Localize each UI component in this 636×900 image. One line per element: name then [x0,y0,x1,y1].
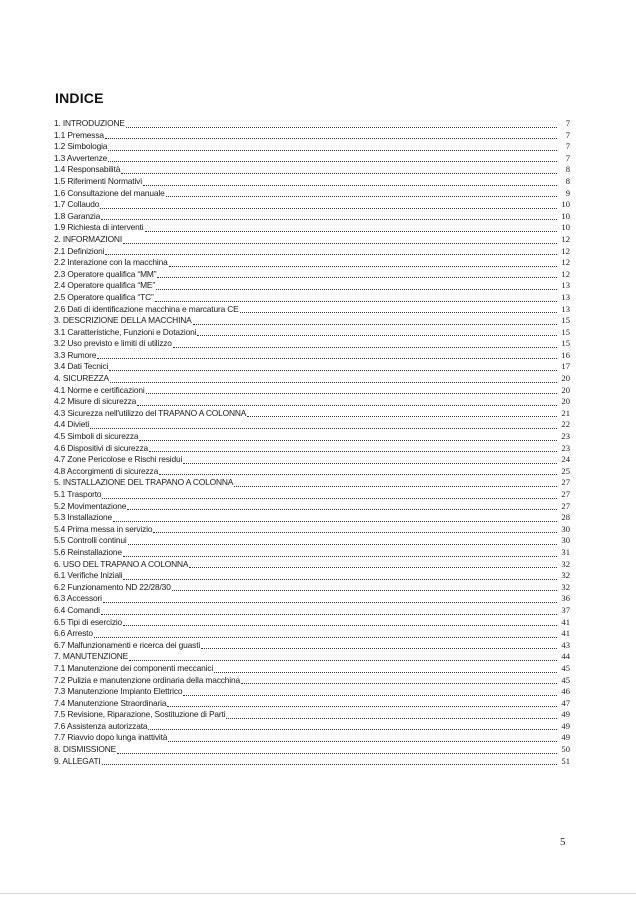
toc-entry [54,130,570,142]
toc-entry-label: 5.4 Prima messa in servizio [54,523,153,534]
toc-entry-page: 8 [565,175,570,186]
toc-dot-leader [123,555,557,557]
toc-entry [54,732,570,744]
toc-entry-label: 2.6 Dati di identificazione macchina e marcatura CE [54,303,239,314]
toc-dot-leader [146,392,557,394]
toc-entry-page: 15 [561,315,570,326]
toc-dot-leader [108,149,557,151]
toc-dot-leader [121,172,557,174]
toc-dot-leader [117,752,557,754]
toc-dot-leader [109,369,557,371]
toc-entry-label: 2. INFORMAZIONI [54,233,123,244]
toc-entry-label: 7.1 Manutenzione dei componenti meccanici [54,662,214,673]
toc-entry-label: 7.5 Revisione, Riparazione, Sostituzione di Parti [54,709,226,720]
toc-entry-label: 4.6 Dispositivi di sicurezza [54,442,149,453]
toc-entry-label: 5.1 Trasporto [54,489,102,499]
toc-entry-page: 43 [561,639,570,650]
toc-entry-label: 3.2 Uso previsto e limiti di utilizzo [54,338,172,349]
toc-entry [54,559,570,571]
toc-entry [54,443,570,455]
toc-entry [54,280,570,292]
toc-dot-leader [153,531,557,533]
toc-entry-label: 7.6 Assistenza autorizzata [54,720,148,731]
toc-dot-leader [193,323,557,325]
toc-entry [54,153,570,165]
toc-entry [54,385,570,397]
toc-entry-page: 15 [561,338,570,349]
toc-entry-label: 3.3 Rumore [54,349,97,360]
toc-dot-leader [157,276,557,278]
toc-entry [54,408,570,420]
toc-entry [54,617,570,629]
toc-dot-leader [145,230,557,232]
toc-entry [54,141,570,153]
toc-entry-label: 6.6 Arresto [54,628,93,639]
toc-entry-page: 21 [561,407,570,418]
toc-dot-leader [90,427,557,429]
page-number: 5 [560,836,566,848]
toc-entry-page: 27 [561,489,570,499]
toc-entry-page: 12 [561,268,570,279]
toc-entry-page: 10 [561,222,570,233]
toc-dot-leader [108,160,557,162]
toc-entry-label: 2.2 Interazione con la macchina [54,257,168,268]
toc-entry [54,570,570,582]
toc-entry-page: 20 [561,384,570,395]
toc-dot-leader [169,265,557,267]
toc-dot-leader [183,462,557,464]
toc-entry-page: 41 [561,628,570,639]
toc-entry-page: 51 [561,755,570,766]
toc-dot-leader [94,636,557,638]
toc-dot-leader [172,589,557,591]
toc-entry-page: 44 [561,651,570,662]
toc-entry-label: 1. INTRODUZIONE [54,118,125,128]
toc-entry-label: 1.2 Simbologia [54,141,108,152]
page-edge-divider [0,893,636,894]
toc-dot-leader [137,404,557,406]
toc-entry-page: 16 [561,349,570,360]
toc-dot-leader [105,137,557,139]
page-title: INDICE [55,90,104,106]
toc-dot-leader [168,740,557,742]
toc-entry-label: 7.7 Riavvio dopo lunga inattività [54,732,168,743]
toc-entry-label: 7. MANUTENZIONE [54,651,129,662]
toc-entry-page: 22 [561,419,570,430]
toc-entry-page: 13 [561,303,570,314]
toc-entry-label: 7.4 Manutenzione Straordinaria [54,697,167,708]
toc-entry-page: 13 [561,280,570,291]
toc-dot-leader [247,415,557,417]
table-of-contents [54,118,570,767]
toc-dot-leader [123,624,557,626]
toc-dot-leader [189,566,557,568]
toc-entry-label: 5.6 Reinstallazione [54,546,122,557]
toc-dot-leader [139,439,557,441]
toc-entry-label: 4. SICUREZZA [54,373,109,384]
toc-entry [54,419,570,431]
toc-dot-leader [105,253,557,255]
toc-entry [54,454,570,466]
toc-entry-page: 23 [561,431,570,442]
toc-entry-page: 15 [561,326,570,337]
toc-entry [54,188,570,200]
toc-entry-label: 4.7 Zone Pericolose e Rischi residui [54,454,183,465]
toc-dot-leader [127,508,557,510]
toc-entry-page: 27 [561,500,570,511]
toc-entry-label: 2.3 Operatore qualifica “MM” [54,268,157,279]
toc-entry-page: 37 [561,604,570,615]
toc-entry-label: 1.9 Richiesta di interventi [54,222,144,233]
toc-entry [54,477,570,489]
toc-entry-page: 49 [561,732,570,743]
toc-entry-label: 5. INSTALLAZIONE DEL TRAPANO A COLONNA [54,477,234,488]
toc-dot-leader [100,207,557,209]
toc-entry-label: 2.5 Operatore qualifica “TC” [54,291,154,302]
toc-entry [54,164,570,176]
toc-entry [54,211,570,223]
toc-entry-page: 7 [565,141,570,152]
toc-dot-leader [102,763,557,765]
toc-dot-leader [123,242,557,244]
toc-dot-leader [167,705,557,707]
toc-entry-label: 6.7 Malfunzionamenti e ricerca dei guasti [54,639,201,650]
toc-entry-label: 2.4 Operatore qualifica “ME” [54,280,155,291]
toc-entry-page: 9 [565,187,570,198]
toc-entry-label: 5.2 Movimentazione [54,500,127,511]
toc-entry-label: 6.2 Funzionamento ND 22/28/30 [54,581,171,592]
toc-entry-page: 30 [561,535,570,546]
toc-dot-leader [156,288,557,290]
toc-entry-label: 6.5 Tipi di esercizio [54,616,123,627]
toc-entry [54,663,570,675]
toc-dot-leader [129,659,557,661]
toc-entry-page: 46 [561,686,570,697]
toc-entry-page: 10 [561,210,570,221]
toc-entry-page: 12 [561,257,570,268]
toc-entry-page: 12 [561,245,570,256]
toc-entry [54,118,570,130]
toc-entry-page: 45 [561,662,570,673]
toc-entry-page: 41 [561,616,570,627]
toc-dot-leader [155,300,557,302]
toc-entry-label: 6. USO DEL TRAPANO A COLONNA [54,558,189,569]
toc-dot-leader [102,497,557,499]
toc-entry [54,176,570,188]
toc-entry-page: 12 [561,233,570,244]
toc-entry [54,257,570,269]
toc-entry-label: 1.7 Collaudo [54,199,100,210]
toc-entry-page: 17 [561,361,570,372]
toc-entry-page: 31 [561,546,570,557]
toc-entry [54,361,570,373]
toc-entry-page: 10 [561,199,570,210]
toc-entry [54,304,570,316]
toc-entry [54,709,570,721]
toc-entry-label: 1.1 Premessa [54,129,104,140]
toc-entry [54,396,570,408]
toc-entry [54,431,570,443]
toc-entry-page: 20 [561,373,570,384]
toc-entry-page: 50 [561,744,570,755]
toc-entry [54,686,570,698]
toc-entry-label: 1.6 Consultazione del manuale [54,187,165,198]
toc-entry [54,698,570,710]
toc-entry-label: 6.4 Comandi [54,604,100,615]
toc-entry-page: 23 [561,442,570,453]
toc-entry [54,628,570,640]
toc-dot-leader [101,218,557,220]
toc-entry-label: 4.1 Norme e certificazioni [54,384,145,395]
toc-entry [54,350,570,362]
toc-entry-page: 49 [561,720,570,731]
toc-dot-leader [148,728,557,730]
toc-entry [54,744,570,756]
toc-dot-leader [110,381,557,383]
toc-entry-page: 7 [565,152,570,163]
toc-entry-label: 4.2 Misure di sicurezza [54,396,137,407]
toc-entry [54,501,570,513]
toc-entry-label: 4.5 Simboli di sicurezza [54,431,139,442]
toc-entry [54,269,570,281]
toc-entry-label: 3. DESCRIZIONE DELLA MACCHINA [54,315,192,326]
toc-entry [54,547,570,559]
toc-entry [54,199,570,211]
toc-entry-label: 3.1 Caratteristiche, Funzioni e Dotazioni [54,326,197,337]
toc-entry [54,535,570,547]
toc-entry-page: 27 [561,477,570,488]
toc-entry-page: 32 [561,581,570,592]
toc-entry [54,292,570,304]
toc-entry [54,512,570,524]
toc-dot-leader [149,450,557,452]
toc-dot-leader [126,126,557,128]
toc-dot-leader [113,520,557,522]
toc-entry [54,524,570,536]
toc-dot-leader [97,357,557,359]
toc-entry-page: 7 [565,129,570,140]
toc-dot-leader [183,694,557,696]
toc-entry-label: 7.3 Manutenzione Impianto Elettrico [54,686,183,697]
toc-dot-leader [143,184,557,186]
toc-entry-page: 47 [561,697,570,708]
toc-dot-leader [240,311,557,313]
toc-entry-page: 32 [561,570,570,581]
toc-entry-page: 32 [561,558,570,569]
toc-entry [54,582,570,594]
toc-entry [54,489,570,501]
toc-entry [54,373,570,385]
toc-dot-leader [173,346,557,348]
toc-dot-leader [103,601,557,603]
toc-entry [54,315,570,327]
toc-dot-leader [128,543,557,545]
toc-entry-page: 8 [565,164,570,175]
toc-entry-label: 5.5 Controlli continui [54,535,127,546]
toc-entry [54,605,570,617]
toc-entry-page: 36 [561,593,570,604]
toc-entry [54,675,570,687]
toc-entry [54,466,570,478]
toc-dot-leader [226,717,557,719]
toc-entry [54,651,570,663]
toc-entry-label: 4.8 Accorgimenti di sicurezza [54,465,159,476]
toc-entry-page: 20 [561,396,570,407]
toc-dot-leader [234,485,557,487]
toc-entry-label: 5.3 Installazione [54,512,112,523]
toc-entry-page: 28 [561,512,570,523]
toc-entry-page: 30 [561,523,570,534]
toc-dot-leader [201,647,557,649]
toc-dot-leader [101,613,557,615]
toc-entry [54,222,570,234]
toc-entry [54,327,570,339]
toc-entry-page: 49 [561,709,570,720]
toc-entry [54,338,570,350]
toc-entry-label: 3.4 Dati Tecnici [54,361,109,372]
toc-entry-label: 7.2 Pulizia e manutenzione ordinaria della macchina [54,674,241,685]
toc-entry-label: 1.5 Riferimenti Normativi [54,175,142,186]
toc-entry-page: 24 [561,454,570,465]
toc-entry [54,593,570,605]
toc-entry-label: 2.1 Definizioni [54,245,105,256]
toc-entry [54,640,570,652]
toc-entry-label: 8. DISMISSIONE [54,744,117,755]
toc-entry [54,246,570,258]
toc-entry-label: 4.3 Sicurezza nell'utilizzo del TRAPANO A COLONNA [54,407,247,418]
toc-dot-leader [159,473,557,475]
toc-entry-page: 45 [561,674,570,685]
toc-entry-label: 1.8 Garanzia [54,210,101,221]
toc-entry-label: 1.3 Avvertenze [54,152,108,163]
toc-dot-leader [166,195,557,197]
toc-entry-label: 6.1 Verifiche Iniziali [54,570,123,581]
toc-entry-label: 1.4 Responsabilità [54,164,121,175]
toc-entry-page: 25 [561,465,570,476]
toc-dot-leader [214,671,557,673]
toc-entry [54,756,570,768]
toc-entry [54,721,570,733]
toc-entry-label: 9. ALLEGATI [54,755,101,766]
toc-dot-leader [241,682,557,684]
toc-entry-page: 7 [565,118,570,128]
toc-dot-leader [123,578,557,580]
toc-entry-label: 4.4 Divieti [54,419,90,430]
toc-entry-label: 6.3 Accessori [54,593,102,604]
toc-entry-page: 13 [561,291,570,302]
toc-entry [54,234,570,246]
toc-dot-leader [197,334,557,336]
